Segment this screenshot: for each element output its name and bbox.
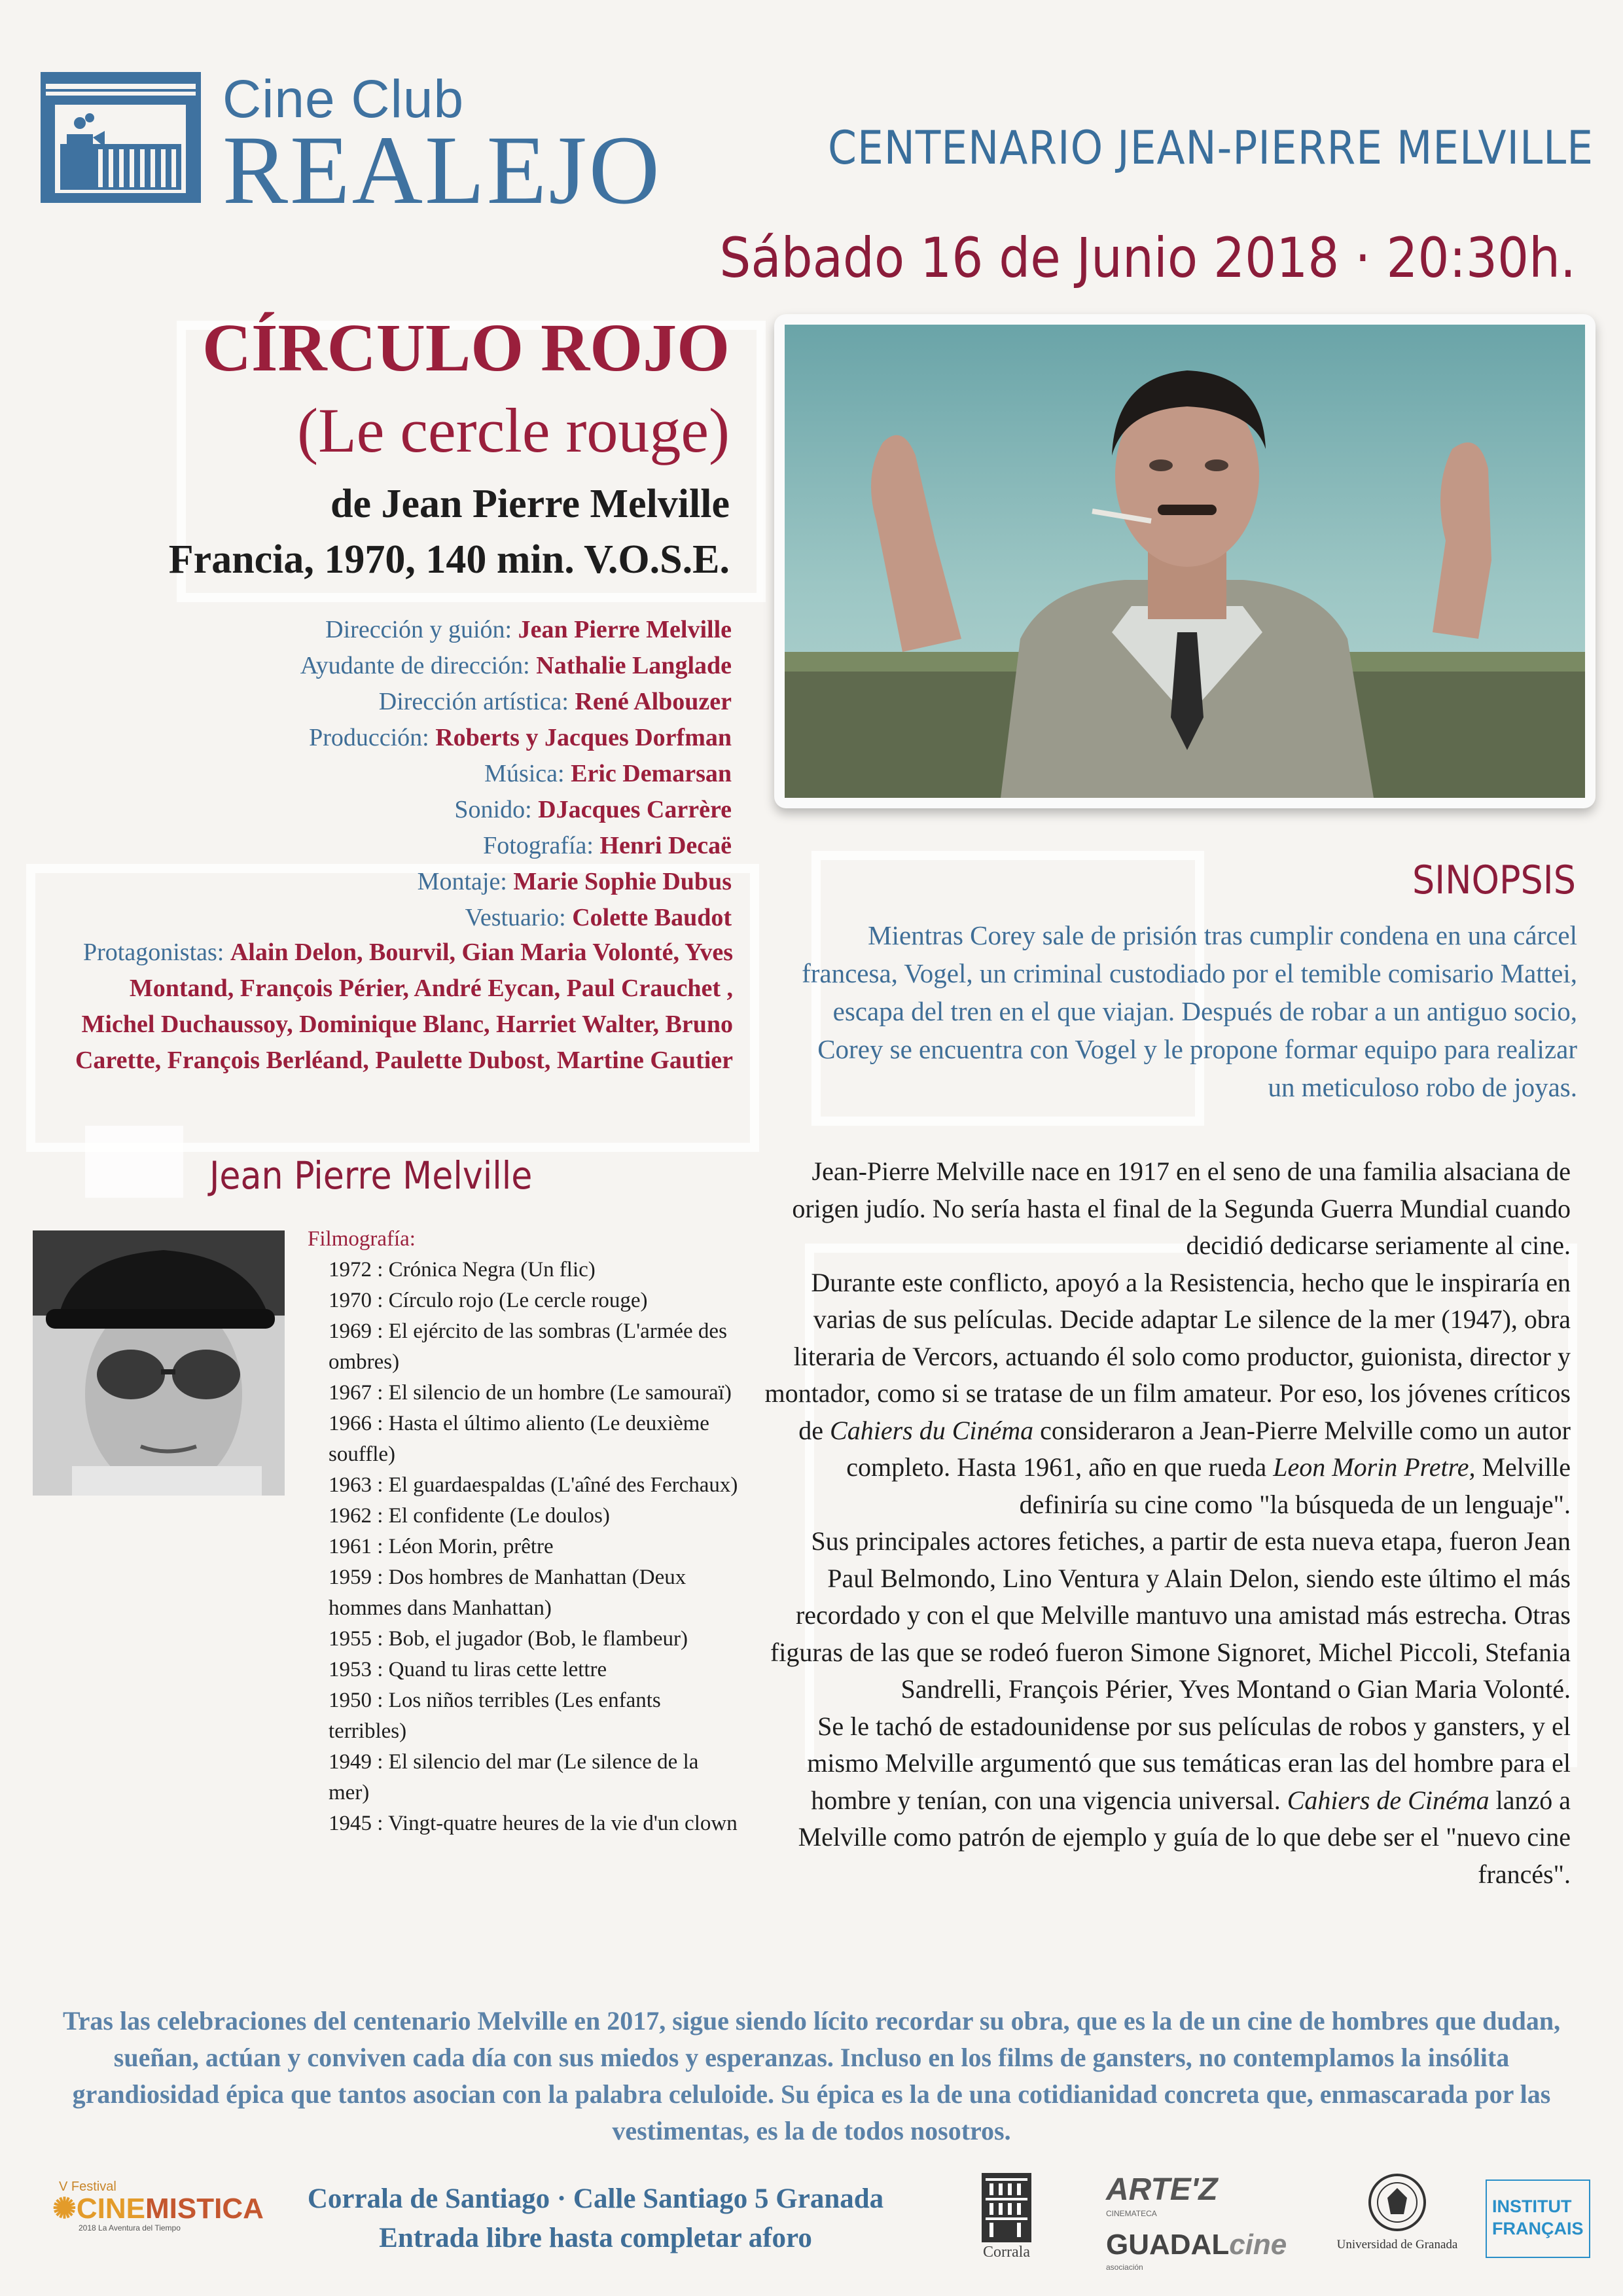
biography-text-run: Durante este conflicto, apoyó a la Resistencia, hecho que le inspiraría en varias de sus películas. Decide adaptar Le silence de la mer (1947), obra literaria de Vercors, actuando él solo como productor, guionista, director y montador, como si se tratase de un film amateur. Por eso, los jóvenes críticos de	[764, 1267, 1571, 1445]
guadalcine-logo	[1106, 2229, 1302, 2274]
credit-label: Música:	[484, 760, 571, 787]
filmography-entry: 1949 : El silencio del mar (Le silence de la mer)	[329, 1750, 699, 1804]
corrala-label: Corrala	[983, 2244, 1030, 2261]
biography-text-run: Melville definiría su cine como "la búsqueda de un lenguaje".	[1019, 1452, 1571, 1519]
venue-admission: Entrada libre hasta completar aforo	[379, 2223, 812, 2253]
credit-row	[0, 792, 732, 828]
venue-info	[236, 2179, 955, 2258]
filmography-entry: 1961 : Léon Morin, prêtre	[329, 1535, 554, 1558]
credit-row	[0, 648, 732, 684]
cinemistica-text-a: CINE	[76, 2193, 145, 2225]
biography-text	[762, 1153, 1571, 1893]
credit-row	[0, 720, 732, 756]
credit-label: Montaje:	[417, 868, 514, 895]
filmography-entry: 1963 : El guardaespaldas (L'aîné des Ferchaux)	[329, 1473, 738, 1497]
filmography-item	[308, 1316, 740, 1378]
filmography-item	[308, 1470, 740, 1501]
credit-label: Fotografía:	[483, 832, 600, 859]
ugr-label: Universidad de Granada	[1336, 2238, 1458, 2251]
cinemistica-logo	[52, 2179, 264, 2238]
artez-logo	[1106, 2172, 1257, 2217]
film-still-frame	[774, 314, 1596, 808]
credit-row	[0, 756, 732, 792]
filmography-heading: Filmografía:	[308, 1227, 416, 1251]
filmography-item	[308, 1624, 740, 1655]
film-director: de Jean Pierre Melville	[330, 482, 730, 526]
film-original-title: (Le cercle rouge)	[297, 395, 730, 465]
logo-text-realejo: REALEJO	[223, 116, 662, 224]
credit-label: Dirección artística:	[378, 688, 575, 715]
credits-list	[0, 612, 732, 936]
filmography-item	[308, 1501, 740, 1532]
logo-text-cine-club: Cine Club	[223, 69, 465, 129]
guadalcine-wordmark-a: GUADAL	[1106, 2229, 1230, 2261]
cinemistica-subtitle: 2018 La Aventura del Tiempo	[79, 2223, 181, 2233]
filmography-entry: 1959 : Dos hombres de Manhattan (Deux hommes dans Manhattan)	[329, 1566, 687, 1620]
biography-paragraph	[762, 1708, 1571, 1893]
credit-row	[0, 864, 732, 900]
venue-address: Corrala de Santiago · Calle Santiago 5 Granada	[307, 2183, 884, 2214]
credit-label: Producción:	[309, 724, 436, 751]
background-ornament	[85, 1126, 183, 1198]
credit-row	[0, 612, 732, 648]
credit-row	[0, 900, 732, 936]
ugr-logo	[1332, 2172, 1463, 2267]
filmography-entry: 1950 : Los niños terribles (Les enfants terribles)	[329, 1689, 661, 1743]
filmography-entry: 1967 : El silencio de un hombre (Le samouraï)	[329, 1381, 732, 1405]
filmography-item	[308, 1255, 740, 1285]
cine-club-logo-icon	[41, 72, 201, 203]
credit-value: Nathalie Langlade	[536, 652, 732, 679]
cast-names: Alain Delon, Bourvil, Gian Maria Volonté, Yves Montand, François Périer, André Eycan, Paul Crauchet , Michel Duchaussoy, Dominique Blanc, Harriet Walter, Bruno Carette, François Berléand, Paulette Dubost, Martine Gautier	[75, 939, 733, 1074]
filmography-item	[308, 1562, 740, 1624]
event-date-time: Sábado 16 de Junio 2018 · 20:30h.	[719, 226, 1576, 290]
cinemistica-wordmark	[52, 2193, 264, 2225]
biography-italic-title: Leon Morin Pretre,	[1273, 1452, 1476, 1482]
credit-value: DJacques Carrère	[538, 796, 732, 823]
corrala-building-icon	[980, 2172, 1033, 2244]
film-title: CÍRCULO ROJO	[202, 310, 730, 386]
filmography-entry: 1972 : Crónica Negra (Un flic)	[329, 1258, 596, 1282]
credit-value: Marie Sophie Dubus	[513, 868, 732, 895]
cast-label: Protagonistas:	[83, 939, 230, 966]
credit-value: Roberts y Jacques Dorfman	[435, 724, 732, 751]
director-portrait-image	[33, 1230, 285, 1496]
institut-line1: INSTITUT	[1492, 2197, 1572, 2216]
guadalcine-subtitle: asociación	[1106, 2263, 1143, 2272]
biography-text-run: lanzó a Melville como patrón de ejemplo y guía de lo que debe ser el "nuevo cine francés".	[798, 1785, 1571, 1889]
biography-paragraph: Sus principales actores fetiches, a partir de esta nueva etapa, fueron Jean Paul Belmondo, Lino Ventura y Alain Delon, siendo este último el más recordado y con el que Melville mantuvo una amistad más estrecha. Otras figuras de las que se rodeó fueron Simone Signoret, Michel Piccoli, Stefania Sandrelli, François Périer, Yves Montand o Gian Maria Volonté.	[770, 1526, 1571, 1704]
closing-statement: Tras las celebraciones del centenario Melville en 2017, sigue siendo lícito recordar su obra, que es la de un cine de hombres que dudan, sueñan, actúan y conviven cada día con sus miedos y esperanzas. Incluso en los films de gansters, no contemplamos la insólita grandiosidad épica que tantos asocian con la palabra celuloide. Su épica es la de una cotidianidad concreta que, enmascarada por las vestimentas, es la de todos nosotros.	[62, 2006, 1561, 2145]
ugr-crest-icon	[1368, 2172, 1427, 2234]
institut-line2: FRANÇAIS	[1492, 2219, 1584, 2238]
filmography-item	[308, 1408, 740, 1470]
filmography-item	[308, 1532, 740, 1562]
filmography-entry: 1962 : El confidente (Le doulos)	[329, 1504, 610, 1528]
guadalcine-wordmark-b: cine	[1229, 2229, 1287, 2261]
cast-list	[69, 935, 733, 1079]
biography-paragraph: Jean-Pierre Melville nace en 1917 en el seno de una familia alsaciana de origen judío. No sería hasta el final de la Segunda Guerra Mundial cuando decidió dedicarse seriamente al cine.	[792, 1157, 1571, 1260]
credit-value: Jean Pierre Melville	[518, 616, 732, 643]
cinemistica-text-b: MISTICA	[145, 2193, 264, 2225]
filmography-item	[308, 1378, 740, 1408]
filmography-entry: 1970 : Círculo rojo (Le cercle rouge)	[329, 1289, 648, 1312]
credit-value: Eric Demarsan	[571, 760, 732, 787]
biography-heading: Jean Pierre Melville	[209, 1153, 533, 1198]
filmography-entry: 1955 : Bob, el jugador (Bob, le flambeur)	[329, 1627, 688, 1651]
filmography-item	[308, 1808, 740, 1839]
cinemistica-festival-label: V Festival	[59, 2179, 116, 2194]
biography-italic-title: Cahiers du Cinéma	[830, 1415, 1034, 1445]
credit-value: René Albouzer	[575, 688, 732, 715]
credit-label: Dirección y guión:	[325, 616, 518, 643]
institut-francais-logo	[1486, 2179, 1590, 2258]
credit-row	[0, 828, 732, 864]
filmography-item	[308, 1655, 740, 1685]
credit-label: Ayudante de dirección:	[300, 652, 537, 679]
film-still-image	[785, 325, 1585, 798]
filmography	[308, 1224, 740, 1839]
corrala-logo	[967, 2172, 1046, 2270]
filmography-item	[308, 1747, 740, 1808]
biography-text-run: consideraron a Jean-Pierre Melville como un autor completo. Hasta 1961, año en que rueda	[846, 1415, 1571, 1482]
filmography-entry: 1969 : El ejército de las sombras (L'armée des ombres)	[329, 1319, 727, 1374]
cinemistica-sun-icon: ✺	[52, 2193, 77, 2225]
filmography-entry: 1945 : Vingt-quatre heures de la vie d'un clown	[329, 1812, 738, 1835]
artez-subtitle: CINEMATECA	[1106, 2209, 1157, 2218]
credit-value: Colette Baudot	[572, 904, 732, 931]
filmography-item	[308, 1685, 740, 1747]
synopsis-text: Mientras Corey sale de prisión tras cumplir condena en una cárcel francesa, Vogel, un criminal custodiado por el temible comisario Mattei, escapa del tren en el que viajan. Después de robar a un antiguo socio, Corey se encuentra con Vogel y le propone formar equipo para realizar un meticuloso robo de joyas.	[802, 920, 1577, 1102]
credit-value: Henri Decaë	[599, 832, 732, 859]
synopsis-heading: SINOPSIS	[1412, 857, 1576, 903]
credit-row	[0, 684, 732, 720]
credit-label: Vestuario:	[465, 904, 573, 931]
filmography-entry: 1953 : Quand tu liras cette lettre	[329, 1658, 607, 1681]
biography-italic-title: Cahiers de Cinéma	[1287, 1785, 1489, 1815]
artez-wordmark: ARTE'Z	[1106, 2172, 1218, 2207]
film-info: Francia, 1970, 140 min. V.O.S.E.	[168, 537, 730, 582]
filmography-entry: 1966 : Hasta el último aliento (Le deuxième souffle)	[329, 1412, 709, 1466]
biography-paragraph	[762, 1265, 1571, 1524]
biography-text-run: Se le tachó de estadounidense por sus películas de robos y gansters, y el mismo Melville argumentó que sus temáticas eran las del hombre para el hombre y tenían, con una vigencia universal.	[807, 1711, 1571, 1815]
event-series-title: CENTENARIO JEAN-PIERRE MELVILLE	[828, 121, 1594, 175]
filmography-item	[308, 1285, 740, 1316]
credit-label: Sonido:	[454, 796, 539, 823]
